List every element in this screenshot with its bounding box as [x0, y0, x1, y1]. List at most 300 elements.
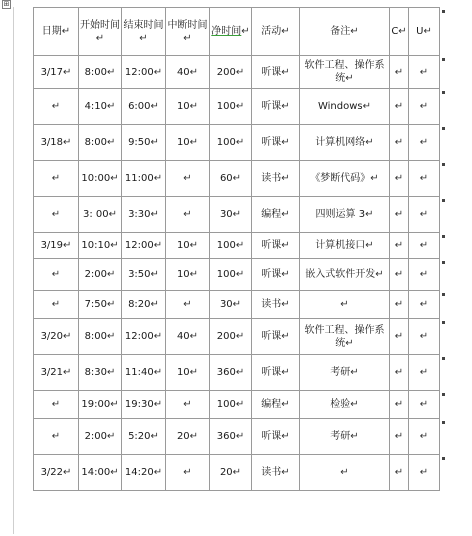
table-cell [300, 125, 390, 161]
table-cell [390, 259, 409, 291]
table-cell [166, 419, 210, 455]
table-cell [252, 197, 300, 233]
cell-text: 14:00 [81, 467, 111, 478]
paragraph-mark: ↵ [419, 431, 429, 442]
row-end-mark [442, 163, 445, 166]
paragraph-mark: ↵ [63, 331, 72, 342]
cell-text: 10:00 [81, 173, 111, 184]
cell-text: 《梦断代码》 [310, 173, 371, 184]
cell-text: 20 [176, 431, 190, 442]
paragraph-mark: ↵ [150, 299, 159, 310]
row-end-mark [442, 293, 445, 296]
row-end-mark [442, 321, 445, 324]
table-cell [34, 355, 79, 391]
table-row [34, 291, 440, 319]
table-cell [79, 391, 122, 419]
cell-text: 360 [216, 431, 236, 442]
paragraph-mark: ↵ [419, 240, 429, 251]
paragraph-mark: ↵ [235, 137, 245, 148]
paragraph-mark: ↵ [235, 66, 245, 78]
paragraph-mark: ↵ [365, 209, 374, 220]
paragraph-mark: ↵ [235, 399, 245, 410]
cell-text: 听课 [261, 101, 282, 112]
header-cell [300, 8, 390, 56]
paragraph-mark: ↵ [150, 431, 159, 442]
cell-text: 14:20 [124, 467, 154, 478]
paragraph-mark: ↵ [183, 173, 192, 184]
table-cell [122, 233, 166, 259]
table-cell [79, 233, 122, 259]
table-cell [300, 455, 390, 491]
cell-text: 中断时间 [167, 19, 208, 31]
header-cell [409, 8, 440, 56]
paragraph-mark: ↵ [419, 269, 429, 280]
paragraph-mark: ↵ [153, 173, 163, 184]
paragraph-mark: ↵ [350, 399, 359, 410]
table-cell [409, 161, 440, 197]
table-cell [300, 161, 390, 197]
table-cell [122, 319, 166, 355]
table-cell [122, 197, 166, 233]
table-cell [409, 319, 440, 355]
cell-text: 备注 [330, 26, 351, 37]
table-cell [122, 89, 166, 125]
table-cell [34, 391, 79, 419]
cell-text: 12:00 [124, 240, 154, 251]
paragraph-mark: ↵ [107, 66, 116, 78]
cell-text: 3/20 [40, 331, 64, 342]
table-cell [122, 125, 166, 161]
table-cell [252, 89, 300, 125]
cell-text: 60 [219, 173, 233, 184]
paragraph-mark: ↵ [394, 367, 404, 378]
table-cell [390, 233, 409, 259]
cell-text: 3/22 [40, 467, 64, 478]
table-cell [166, 197, 210, 233]
header-cell [79, 8, 122, 56]
paragraph-mark: ↵ [370, 173, 379, 184]
paragraph-mark: ↵ [281, 367, 290, 378]
cell-text: 结束时间 [123, 19, 164, 31]
cell-text: 8:00 [84, 137, 108, 148]
table-cell [79, 259, 122, 291]
cell-text: 听课 [261, 331, 282, 342]
row-end-mark [442, 393, 445, 396]
row-end-mark [442, 457, 445, 460]
table-move-handle-icon[interactable]: ⊞ [3, 0, 10, 8]
cell-text: 净时间 [211, 26, 242, 37]
cell-text: 读书 [261, 173, 282, 184]
paragraph-mark: ↵ [362, 101, 372, 112]
paragraph-mark: ↵ [340, 299, 349, 310]
cell-text: 100 [216, 240, 236, 251]
paragraph-mark: ↵ [281, 467, 290, 478]
table-cell [122, 455, 166, 491]
row-end-mark [442, 10, 445, 13]
table-cell [252, 233, 300, 259]
paragraph-mark: ↵ [394, 399, 404, 410]
paragraph-mark: ↵ [95, 32, 105, 44]
header-cell [166, 8, 210, 56]
table-cell [122, 391, 166, 419]
paragraph-mark: ↵ [107, 101, 116, 112]
paragraph-mark: ↵ [281, 209, 290, 220]
paragraph-mark: ↵ [419, 367, 429, 378]
paragraph-mark: ↵ [61, 26, 71, 37]
table-cell [210, 125, 252, 161]
paragraph-mark: ↵ [51, 399, 61, 410]
cell-text: 360 [216, 367, 236, 378]
table-cell [390, 125, 409, 161]
table-cell [409, 355, 440, 391]
table-cell [210, 355, 252, 391]
paragraph-mark: ↵ [189, 269, 199, 280]
table-cell [409, 56, 440, 89]
table-cell [252, 161, 300, 197]
table-cell [210, 419, 252, 455]
table-row [34, 355, 440, 391]
paragraph-mark: ↵ [110, 399, 119, 410]
cell-text: 11:00 [124, 173, 154, 184]
table-cell [34, 419, 79, 455]
paragraph-mark: ↵ [241, 26, 250, 37]
row-end-mark [442, 235, 445, 238]
cell-text: 读书 [261, 467, 282, 478]
paragraph-mark: ↵ [419, 331, 429, 342]
paragraph-mark: ↵ [107, 367, 116, 378]
table-row [34, 419, 440, 455]
cell-text: 100 [216, 137, 236, 148]
table-row [34, 391, 440, 419]
table-cell [409, 233, 440, 259]
cell-text: 日期 [41, 26, 62, 37]
cell-text: 10 [176, 269, 190, 280]
paragraph-mark: ↵ [183, 399, 192, 410]
table-cell [166, 89, 210, 125]
cell-text: 3/18 [40, 137, 64, 148]
table-row [34, 259, 440, 291]
row-end-mark [442, 357, 445, 360]
table-cell [34, 89, 79, 125]
cell-text: 听课 [261, 431, 282, 442]
header-row [34, 8, 440, 56]
paragraph-mark: ↵ [235, 331, 245, 342]
paragraph-mark: ↵ [235, 240, 245, 251]
paragraph-mark: ↵ [107, 299, 116, 310]
cell-text: 听课 [261, 367, 282, 378]
cell-text: 100 [216, 269, 236, 280]
table-cell [409, 89, 440, 125]
paragraph-mark: ↵ [350, 431, 359, 442]
table-cell [122, 56, 166, 89]
cell-text: 10 [176, 240, 190, 251]
paragraph-mark: ↵ [394, 467, 404, 478]
table-cell [79, 419, 122, 455]
table-cell [300, 355, 390, 391]
table-cell [252, 419, 300, 455]
table-cell [300, 419, 390, 455]
cell-text: 20 [219, 467, 233, 478]
paragraph-mark: ↵ [110, 173, 119, 184]
cell-text: 10 [176, 101, 190, 112]
cell-text: 考研 [330, 367, 351, 378]
table-row [34, 319, 440, 355]
table-cell [300, 291, 390, 319]
cell-text: 200 [216, 66, 236, 78]
paragraph-mark: ↵ [340, 467, 349, 478]
paragraph-mark: ↵ [419, 137, 429, 148]
table-cell [210, 197, 252, 233]
paragraph-mark: ↵ [235, 367, 245, 378]
cell-text: 2:00 [84, 269, 108, 280]
table-cell [210, 291, 252, 319]
paragraph-mark: ↵ [232, 467, 242, 478]
cell-text: C [391, 26, 399, 37]
paragraph-mark: ↵ [153, 331, 163, 342]
paragraph-mark: ↵ [394, 137, 404, 148]
paragraph-mark: ↵ [281, 173, 290, 184]
table-cell [252, 355, 300, 391]
cell-text: 7:50 [84, 299, 108, 310]
table-cell [166, 319, 210, 355]
paragraph-mark: ↵ [153, 467, 163, 478]
cell-text: 12:00 [124, 331, 154, 342]
paragraph-mark: ↵ [150, 137, 159, 148]
table-cell [79, 455, 122, 491]
table-row [34, 197, 440, 233]
paragraph-mark: ↵ [150, 101, 159, 112]
paragraph-mark: ↵ [51, 299, 61, 310]
table-cell [210, 259, 252, 291]
paragraph-mark: ↵ [394, 66, 404, 78]
paragraph-mark: ↵ [419, 399, 429, 410]
row-end-mark [442, 127, 445, 130]
paragraph-mark: ↵ [281, 331, 290, 342]
cell-text: 100 [216, 101, 236, 112]
table-cell [210, 233, 252, 259]
cell-text: 8:00 [84, 66, 108, 78]
paragraph-mark: ↵ [235, 101, 245, 112]
paragraph-mark: ↵ [394, 209, 404, 220]
header-cell [34, 8, 79, 56]
table-cell [166, 391, 210, 419]
paragraph-mark: ↵ [375, 269, 384, 280]
paragraph-mark: ↵ [51, 269, 61, 280]
paragraph-mark: ↵ [183, 299, 192, 310]
table-row [34, 161, 440, 197]
table-cell [252, 259, 300, 291]
cell-text: 听课 [261, 66, 282, 78]
cell-text: 40 [176, 331, 190, 342]
table-cell [122, 161, 166, 197]
table-cell [390, 161, 409, 197]
row-end-mark [442, 261, 445, 264]
paragraph-mark: ↵ [107, 137, 116, 148]
paragraph-mark: ↵ [350, 367, 359, 378]
paragraph-mark: ↵ [419, 173, 429, 184]
table-cell [34, 56, 79, 89]
page-margin-line [13, 7, 14, 534]
table-row [34, 455, 440, 491]
table-cell [409, 455, 440, 491]
paragraph-mark: ↵ [281, 431, 290, 442]
paragraph-mark: ↵ [189, 66, 199, 78]
paragraph-mark: ↵ [63, 467, 72, 478]
table-cell [409, 125, 440, 161]
table-cell [122, 355, 166, 391]
paragraph-mark: ↵ [365, 240, 374, 251]
table-cell [122, 259, 166, 291]
paragraph-mark: ↵ [51, 209, 61, 220]
table-cell [166, 259, 210, 291]
table-cell [166, 56, 210, 89]
paragraph-mark: ↵ [189, 101, 199, 112]
paragraph-mark: ↵ [139, 32, 148, 44]
paragraph-mark: ↵ [189, 431, 199, 442]
cell-text: 3/21 [40, 367, 64, 378]
table-cell [166, 125, 210, 161]
header-cell [252, 8, 300, 56]
table-cell [34, 319, 79, 355]
paragraph-mark: ↵ [345, 337, 354, 349]
paragraph-mark: ↵ [281, 399, 290, 410]
paragraph-mark: ↵ [153, 367, 163, 378]
cell-text: 听课 [261, 240, 282, 251]
table-cell [390, 391, 409, 419]
table-cell [390, 56, 409, 89]
cell-text: 8:30 [84, 367, 108, 378]
paragraph-mark: ↵ [51, 431, 61, 442]
paragraph-mark: ↵ [183, 209, 192, 220]
table-cell [390, 291, 409, 319]
cell-text: 19:00 [81, 399, 111, 410]
cell-text: 10 [176, 137, 190, 148]
paragraph-mark: ↵ [183, 32, 192, 44]
table-cell [300, 319, 390, 355]
paragraph-mark: ↵ [394, 269, 404, 280]
cell-text: 编程 [261, 209, 282, 220]
cell-text: 10 [176, 367, 190, 378]
table-cell [390, 89, 409, 125]
paragraph-mark: ↵ [281, 66, 290, 78]
paragraph-mark: ↵ [281, 26, 290, 37]
table-cell [166, 233, 210, 259]
paragraph-mark: ↵ [63, 240, 72, 251]
table-cell [409, 197, 440, 233]
time-log-table [33, 7, 440, 491]
paragraph-mark: ↵ [365, 137, 374, 148]
table-cell [390, 355, 409, 391]
header-cell [122, 8, 166, 56]
cell-text: 30 [219, 299, 233, 310]
cell-text: 6:00 [128, 101, 151, 112]
paragraph-mark: ↵ [153, 240, 163, 251]
paragraph-mark: ↵ [153, 66, 163, 78]
cell-text: Windows [317, 101, 363, 112]
cell-text: 3/19 [40, 240, 64, 251]
table-cell [252, 319, 300, 355]
cell-text: 5:20 [128, 431, 151, 442]
paragraph-mark: ↵ [150, 209, 159, 220]
cell-text: 开始时间 [80, 19, 120, 31]
table-cell [300, 197, 390, 233]
table-cell [409, 259, 440, 291]
table-cell [34, 197, 79, 233]
table-cell [79, 56, 122, 89]
cell-text: 计算机接口 [315, 240, 366, 251]
table-cell [409, 391, 440, 419]
table-cell [390, 455, 409, 491]
table-cell [166, 355, 210, 391]
cell-text: 8:20 [128, 299, 151, 310]
table-cell [300, 56, 390, 89]
row-end-mark [442, 91, 445, 94]
cell-text: 活动 [261, 26, 282, 37]
paragraph-mark: ↵ [150, 269, 159, 280]
table-cell [79, 125, 122, 161]
cell-text: U [416, 26, 424, 37]
table-cell [79, 161, 122, 197]
table-cell [79, 319, 122, 355]
table-cell [122, 291, 166, 319]
table-cell [34, 233, 79, 259]
table-cell [300, 259, 390, 291]
paragraph-mark: ↵ [189, 331, 199, 342]
cell-text: 12:00 [124, 66, 154, 78]
table-cell [252, 391, 300, 419]
paragraph-mark: ↵ [281, 240, 290, 251]
table-cell [34, 161, 79, 197]
paragraph-mark: ↵ [153, 399, 163, 410]
paragraph-mark: ↵ [232, 299, 242, 310]
table-row [34, 89, 440, 125]
table-cell [79, 355, 122, 391]
cell-text: 40 [176, 66, 190, 78]
cell-text: 计算机网络 [315, 137, 366, 148]
paragraph-mark: ↵ [107, 431, 116, 442]
cell-text: 10:10 [81, 240, 111, 251]
paragraph-mark: ↵ [423, 26, 432, 37]
table-cell [166, 455, 210, 491]
cell-text: 19:30 [124, 399, 154, 410]
table-cell [34, 259, 79, 291]
cell-text: 200 [216, 331, 236, 342]
table-cell [252, 125, 300, 161]
cell-text: 3/17 [40, 66, 64, 78]
paragraph-mark: ↵ [107, 331, 116, 342]
table-cell [79, 197, 122, 233]
cell-text: 软件工程、操作系统 [304, 324, 385, 349]
table-cell [210, 56, 252, 89]
table-cell [300, 233, 390, 259]
paragraph-mark: ↵ [232, 173, 242, 184]
cell-text: 嵌入式软件开发 [305, 269, 376, 280]
paragraph-mark: ↵ [394, 299, 404, 310]
paragraph-mark: ↵ [419, 101, 429, 112]
cell-text: 检验 [330, 399, 351, 410]
table-cell [300, 391, 390, 419]
row-end-mark [442, 421, 445, 424]
table-cell [34, 125, 79, 161]
header-cell [210, 8, 252, 56]
paragraph-mark: ↵ [232, 209, 242, 220]
cell-text: 3: 00 [82, 209, 109, 220]
paragraph-mark: ↵ [419, 209, 429, 220]
paragraph-mark: ↵ [235, 431, 245, 442]
row-end-mark [442, 199, 445, 202]
paragraph-mark: ↵ [281, 101, 290, 112]
cell-text: 3:50 [128, 269, 151, 280]
